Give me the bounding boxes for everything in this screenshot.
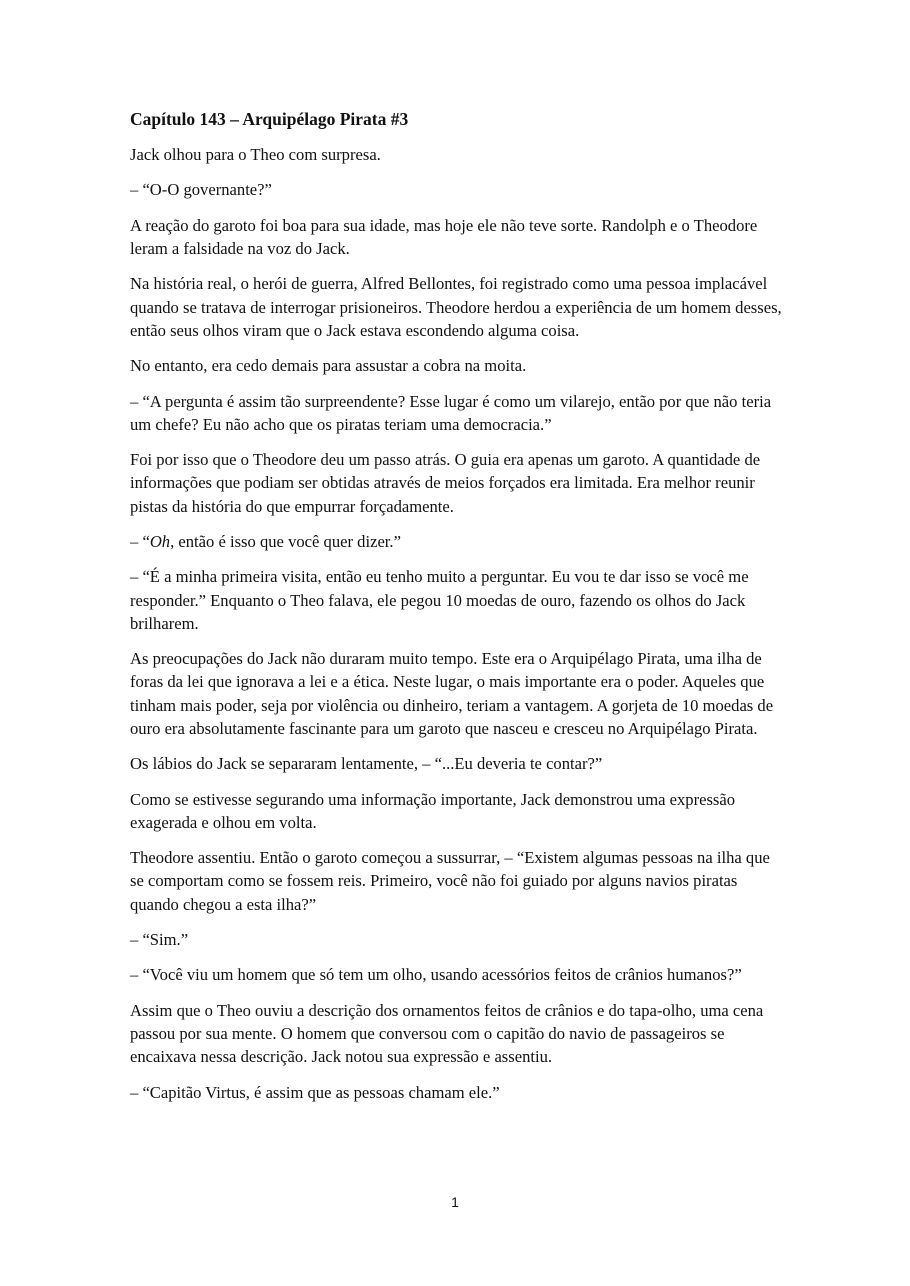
paragraph: – “É a minha primeira visita, então eu tenho muito a perguntar. Eu vou te dar isso se você me responder.” Enquanto o Theo falava, ele pegou 10 moedas de ouro, fazendo os olhos do Jack brilharem.: [130, 567, 749, 633]
paragraph: A reação do garoto foi boa para sua idade, mas hoje ele não teve sorte. Randolph e o Theodore leram a falsidade na voz do Jack.: [130, 215, 758, 258]
paragraph: Jack olhou para o Theo com surpresa.: [130, 145, 381, 164]
paragraph: Na história real, o herói de guerra, Alfred Bellontes, foi registrado como uma pessoa implacável quando se tratava de interrogar prisioneiros. Theodore herdou a experiência de um homem desses, então seus olhos viram que o Jack estava escondendo alguma coisa.: [130, 274, 782, 340]
paragraph: No entanto, era cedo demais para assustar a cobra na moita.: [130, 356, 527, 376]
paragraph: Theodore assentiu. Então o garoto começou a sussurrar, – “Existem algumas pessoas na ilha que se comportam como se fossem reis. Primeiro, você não foi guiado por alguns navios piratas quando chegou a esta ilha?”: [130, 848, 770, 914]
paragraph: Foi por isso que o Theodore deu um passo atrás. O guia era apenas um garoto. A quantidade de informações que podiam ser obtidas através de meios forçados era limitada. Era melhor reunir pistas da história do que empurrar forçadamente.: [130, 450, 761, 516]
paragraph: – “Sim.”: [130, 929, 189, 949]
paragraph: – “O-O governante?”: [130, 180, 272, 200]
paragraph: Assim que o Theo ouviu a descrição dos ornamentos feitos de crânios e do tapa-olho, uma cena passou por sua mente. O homem que conversou com o capitão do navio de passageiros se encaixava nessa descrição. Jack notou sua expressão e assentiu.: [130, 1000, 764, 1067]
document-page: [130, 108, 782, 1116]
paragraph: Como se estivesse segurando uma informação importante, Jack demonstrou uma expressão exagerada e olhou em volta.: [130, 789, 736, 832]
paragraph: – “A pergunta é assim tão surpreendente? Esse lugar é como um vilarejo, então por que não teria um chefe? Eu não acho que os piratas teriam uma democracia.”: [130, 391, 772, 434]
page-number: 1: [451, 1194, 459, 1210]
paragraph: [130, 530, 782, 553]
paragraph: As preocupações do Jack não duraram muito tempo. Este era o Arquipélago Pirata, uma ilha de foras da lei que ignorava a lei e a ética. Neste lugar, o mais importante era o poder. Aqueles que tinham mais poder, seja por violência ou dinheiro, teriam a vantagem. A gorjeta de 10 moedas de ouro era absolutamente fascinante para um garoto que nasceu e cresceu no Arquipélago Pirata.: [130, 649, 774, 738]
paragraph: – “Você viu um homem que só tem um olho, usando acessórios feitos de crânios humanos?”: [130, 965, 742, 985]
paragraph: Os lábios do Jack se separaram lentamente, – “...Eu deveria te contar?”: [130, 754, 603, 774]
chapter-title: Capítulo 143 – Arquipélago Pirata #3: [130, 109, 409, 129]
paragraph: – “Capitão Virtus, é assim que as pessoas chamam ele.”: [130, 1082, 500, 1102]
paragraph-text: – “: [130, 531, 150, 551]
paragraph-text: , então é isso que você quer dizer.”: [170, 531, 401, 551]
italic-word: Oh: [149, 531, 171, 551]
